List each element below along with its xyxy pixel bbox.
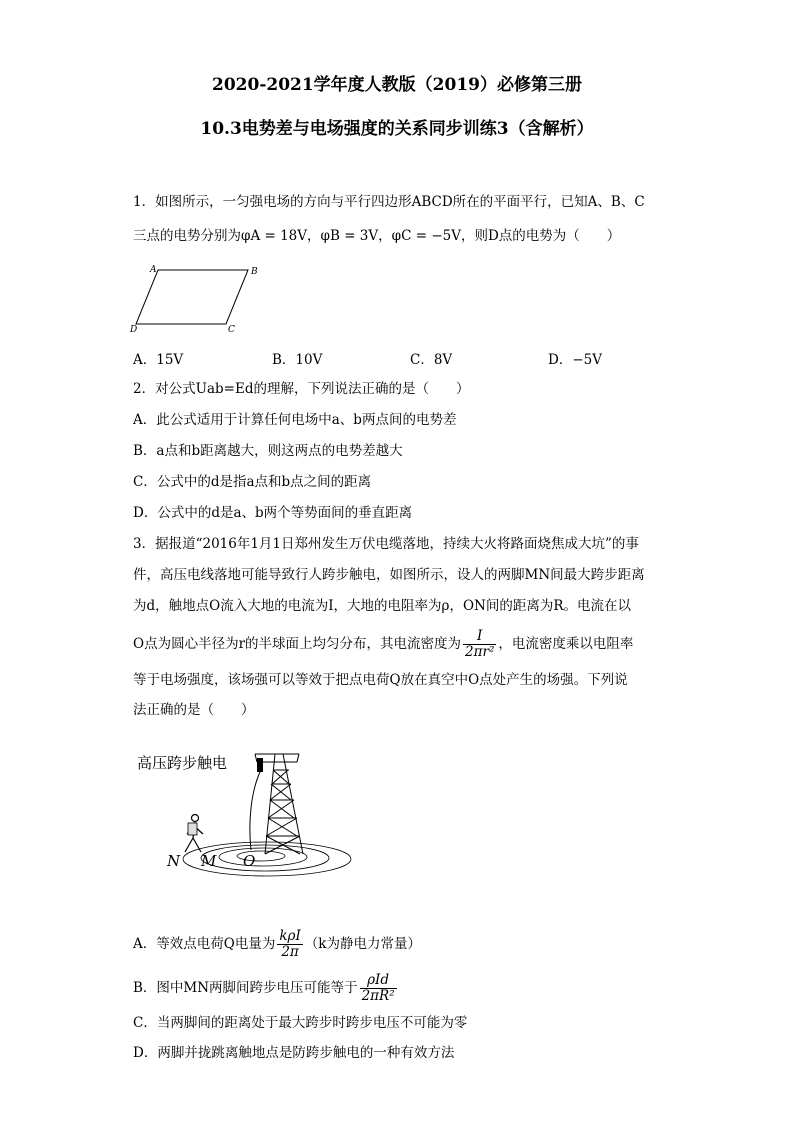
q1-option-c: C．8V bbox=[410, 352, 453, 368]
q3-option-c: C．当两脚间的距离处于最大跨步时跨步电压不可能为零 bbox=[133, 1015, 468, 1031]
q1-option-b: B．10V bbox=[272, 352, 323, 368]
q3-l4-post: ，电流密度乘以电阻率 bbox=[498, 636, 634, 652]
q2-option-d: D．公式中的d是a、b两个等势面间的垂直距离 bbox=[133, 505, 413, 521]
q1-stem-line-1: 1．如图所示，一匀强电场的方向与平行四边形ABCD所在的平面平行，已知A、B、C bbox=[133, 194, 645, 210]
frac-num: I bbox=[463, 629, 496, 645]
q3-opt-a-fraction bbox=[277, 929, 302, 960]
label-a: A bbox=[150, 265, 157, 275]
q3-stem-line-1: 3．据报道“2016年1月1日郑州发生万伏电缆落地，持续大火将路面烧焦成大坑”的事 bbox=[133, 536, 639, 552]
figure-caption: 高压跨步触电 bbox=[137, 754, 228, 772]
q3-opt-b-fraction bbox=[360, 973, 397, 1004]
phi-b: φB = 3V bbox=[320, 228, 379, 244]
q2-option-a: A．此公式适用于计算任何电场中a、b两点间的电势差 bbox=[133, 412, 457, 428]
parallelogram-abcd bbox=[136, 270, 248, 324]
q3-opt-b-num: ρId bbox=[360, 973, 397, 989]
q3-stem-line-2: 件，高压电线落地可能导致行人跨步触电，如图所示，设人的两脚MN间最大跨步距离 bbox=[133, 567, 645, 583]
label-o: O bbox=[243, 852, 256, 870]
q1-option-a: A．15V bbox=[133, 352, 184, 368]
q3-opt-a-num: kρI bbox=[279, 928, 301, 945]
q2-option-b: B．a点和b距离越大，则这两点的电势差越大 bbox=[133, 443, 403, 459]
label-n: N bbox=[167, 852, 181, 870]
phi-a: φA = 18V bbox=[241, 228, 308, 244]
fallen-wire bbox=[250, 772, 260, 850]
q1-stem-pre: 三点的电势分别为 bbox=[133, 228, 241, 244]
q3-opt-a-pre: A．等效点电荷Q电量为 bbox=[133, 936, 276, 952]
q1-stem-post: ，则D点的电势为（ ） bbox=[460, 228, 621, 244]
q3-option-a bbox=[133, 922, 421, 966]
person-figure bbox=[185, 815, 203, 853]
label-d: D bbox=[130, 325, 138, 334]
q3-opt-a-post: （k为静电力常量） bbox=[304, 936, 421, 952]
phi-c: φC = −5V bbox=[391, 228, 461, 244]
q3-l4-pre: O点为圆心半径为r的半球面上均匀分布，其电流密度为 bbox=[133, 636, 462, 652]
q3-opt-a-den: 2π bbox=[281, 944, 299, 960]
q3-option-d: D．两脚并拢跳离触地点是防跨步触电的一种有效方法 bbox=[133, 1045, 455, 1061]
frac-den: 2πr² bbox=[465, 644, 495, 660]
q3-option-b bbox=[133, 966, 399, 1010]
label-b: B bbox=[251, 267, 258, 277]
q3-stem-line-5: 等于电场强度，该场强可以等效于把点电荷Q放在真空中O点处产生的场强。下列说 bbox=[133, 672, 628, 688]
title-line-1: 2020-2021学年度人教版（2019）必修第三册 bbox=[212, 75, 582, 95]
label-c: C bbox=[228, 325, 235, 334]
label-m: M bbox=[201, 852, 217, 870]
q3-opt-b-den: 2πR² bbox=[361, 988, 395, 1004]
q2-stem: 2．对公式Uab=Ed的理解，下列说法正确的是（ ） bbox=[133, 381, 470, 397]
current-density-fraction bbox=[463, 629, 496, 660]
step-voltage-figure bbox=[133, 742, 363, 892]
q3-stem-line-3: 为d，触地点O流入大地的电流为I，大地的电阻率为ρ，ON间的距离为R。电流在以 bbox=[133, 598, 632, 614]
title-line-2: 10.3电势差与电场强度的关系同步训练3（含解析） bbox=[200, 119, 594, 139]
q1-stem-line-2: 三点的电势分别为φA = 18V，φB = 3V，φC = −5V，则D点的电势为（ ） bbox=[133, 228, 621, 244]
q3-stem-line-6: 法正确的是（ ） bbox=[133, 702, 255, 718]
q3-opt-b-pre: B．图中MN两脚间跨步电压可能等于 bbox=[133, 980, 358, 996]
q1-option-d: D．−5V bbox=[548, 352, 602, 368]
q3-stem-line-4 bbox=[133, 622, 633, 666]
parallelogram-figure bbox=[128, 262, 268, 334]
q2-option-c: C．公式中的d是指a点和b点之间的距离 bbox=[133, 474, 372, 490]
